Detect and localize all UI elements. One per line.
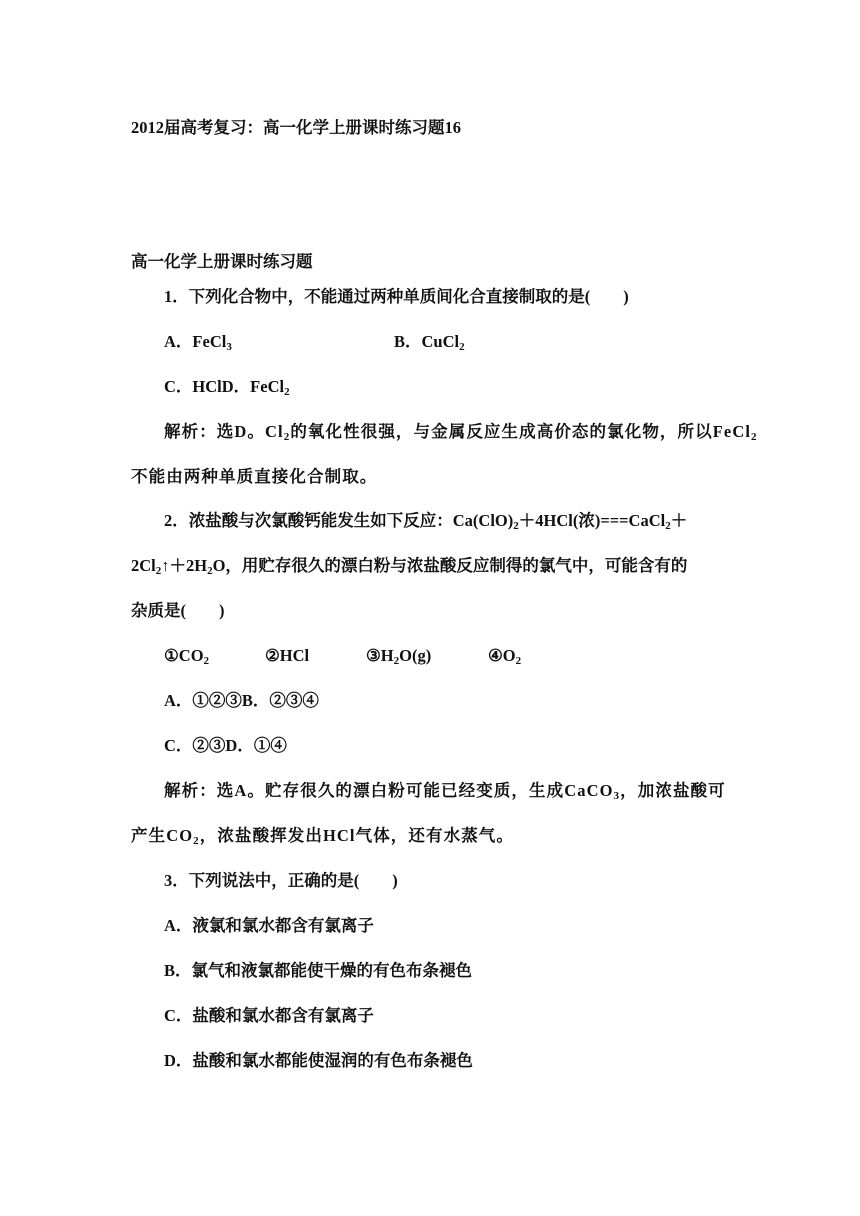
q2-explanation-line1	[164, 780, 726, 802]
q3-option-a	[164, 915, 374, 937]
q2-explanation-text: 解析：选A。贮存很久的漂白粉可能已经变质，生成CaCO	[164, 781, 614, 800]
q2-stem-line2-subscript-2: 2	[207, 565, 213, 577]
q1-option-a-subscript: 3	[226, 341, 232, 353]
q3-option-b-text: B．氯气和液氯都能使干燥的有色布条褪色	[164, 961, 473, 980]
q3-stem	[164, 870, 398, 892]
q2-stem-line2-end: O，用贮存很久的漂白粉与浓盐酸反应制得的氯气中，可能含有的	[212, 556, 688, 575]
q2-options-cd	[164, 735, 287, 757]
q2-explanation-line2-text: 产生CO	[131, 826, 194, 845]
q3-option-d	[164, 1050, 473, 1072]
q3-stem-text: 3．下列说法中，正确的是( )	[164, 871, 398, 890]
q2-item-3-subscript: 2	[393, 655, 400, 667]
header-title-text: 2012届高考复习：高一化学上册课时练习题16	[131, 118, 461, 137]
q2-item-1	[164, 645, 209, 667]
q2-stem-line2-mid: ↑＋2H	[161, 556, 208, 575]
header-title	[131, 117, 461, 139]
q2-stem-line3	[131, 600, 225, 622]
q2-item-2-text: ②HCl	[265, 646, 310, 665]
q1-explanation-subscript-2: 2	[751, 431, 758, 443]
q2-options-cd-text: C．②③D．①④	[164, 736, 287, 755]
q3-option-c-text: C．盐酸和氯水都含有氯离子	[164, 1006, 374, 1025]
q1-option-b-subscript: 2	[459, 341, 465, 353]
q1-option-cd-text: C．HClD．FeCl	[164, 377, 285, 396]
q1-option-cd-subscript: 2	[284, 386, 290, 398]
q1-explanation-subscript: 2	[283, 431, 291, 443]
q2-explanation-line2-end: ，浓盐酸挥发出HCl气体，还有水蒸气。	[199, 826, 514, 845]
q2-item-3	[366, 645, 431, 667]
q2-stem-line1-subscript-2: 2	[665, 520, 671, 532]
q1-explanation-text: 解析：选D。Cl	[164, 422, 284, 441]
q1-option-cd	[164, 376, 290, 398]
q1-option-a-text: A．FeCl	[164, 332, 227, 351]
q3-option-a-text: A．液氯和氯水都含有氯离子	[164, 916, 374, 935]
q1-option-a	[164, 331, 232, 353]
q1-stem	[164, 286, 629, 308]
q2-explanation-end: ，加浓盐酸可	[620, 781, 726, 800]
q2-stem-line3-text: 杂质是( )	[131, 601, 225, 620]
q2-stem-line1-text: 2．浓盐酸与次氯酸钙能发生如下反应：Ca(ClO)	[164, 511, 514, 530]
q2-stem-line1-end: ＋	[670, 511, 688, 530]
q1-explanation-line2-text: 不能由两种单质直接化合制取。	[131, 467, 378, 486]
q2-options-ab-text: A．①②③B．②③④	[164, 691, 319, 710]
q2-stem-line1	[164, 510, 687, 532]
q2-explanation-line2	[131, 825, 514, 847]
q2-item-2	[265, 645, 309, 667]
q3-option-c	[164, 1005, 374, 1027]
q2-options-ab	[164, 690, 319, 712]
q1-option-b	[394, 331, 465, 353]
q2-item-4-subscript: 2	[515, 655, 522, 667]
section-title	[131, 251, 313, 273]
q2-explanation-subscript: 3	[613, 790, 621, 802]
q2-item-3-end: O(g)	[399, 646, 432, 665]
q2-item-4-text: ④O	[488, 646, 516, 665]
q2-item-1-subscript: 2	[203, 655, 210, 667]
q2-stem-line2-text: 2Cl	[131, 556, 156, 575]
q3-option-b	[164, 960, 472, 982]
q1-explanation-mid: 的氧化性很强，与金属反应生成高价态的氯化物，所以FeCl	[290, 422, 752, 441]
q2-stem-line2	[131, 555, 687, 577]
q2-stem-line2-subscript: 2	[155, 565, 162, 577]
q3-option-d-text: D．盐酸和氯水都能使湿润的有色布条褪色	[164, 1051, 473, 1070]
q2-explanation-line2-subscript: 2	[193, 835, 200, 847]
q2-item-1-text: ①CO	[164, 646, 204, 665]
q2-stem-line1-mid: ＋4HCl(浓)===CaCl	[518, 511, 666, 530]
q2-stem-line1-subscript: 2	[513, 520, 519, 532]
q1-explanation-line1	[164, 421, 758, 443]
section-title-text: 高一化学上册课时练习题	[131, 252, 313, 271]
q1-explanation-line2	[131, 466, 377, 488]
q2-item-4	[488, 645, 521, 667]
q2-item-3-text: ③H	[366, 646, 394, 665]
q1-option-b-text: B．CuCl	[394, 332, 460, 351]
q1-stem-text: 1．下列化合物中，不能通过两种单质间化合直接制取的是( )	[164, 287, 629, 306]
